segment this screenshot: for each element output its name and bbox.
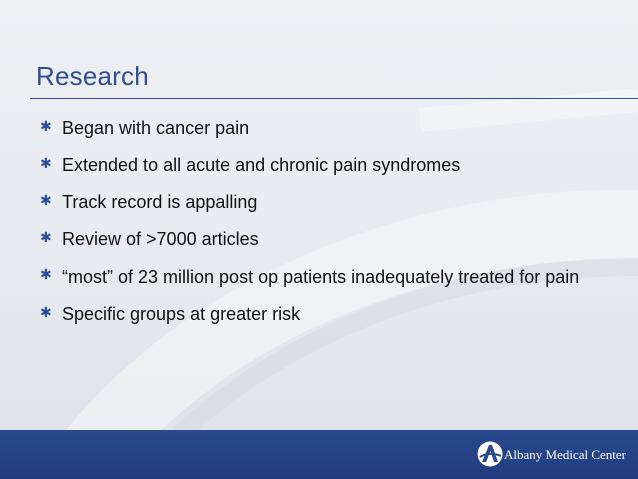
title-divider [30,98,638,99]
asterisk-icon: ✱ [40,156,52,172]
bullet-text: Specific groups at greater risk [62,304,301,324]
bullet-text: Review of >7000 articles [62,229,259,249]
asterisk-icon: ✱ [40,119,52,135]
albany-medical-center-logo-icon [476,440,504,468]
asterisk-icon: ✱ [40,230,52,246]
bullet-item [40,229,600,250]
bullet-item [40,118,600,139]
bullet-text: Track record is appalling [62,192,258,212]
bullet-item [40,304,600,325]
slide-title: Research [36,61,149,91]
bullet-text: Extended to all acute and chronic pain syndromes [62,155,461,175]
bullet-item [40,266,600,288]
asterisk-icon: ✱ [40,305,52,321]
asterisk-icon: ✱ [40,267,52,283]
bullet-text: Began with cancer pain [62,118,250,138]
bullet-item [40,192,600,213]
asterisk-icon: ✱ [40,193,52,209]
bullet-text: “most” of 23 million post op patients inadequately treated for pain [62,267,580,287]
bullet-item [40,155,600,176]
albany-medical-center-logo [476,440,626,468]
logo-text: Albany Medical Center [504,447,627,462]
bullet-list [40,118,600,341]
